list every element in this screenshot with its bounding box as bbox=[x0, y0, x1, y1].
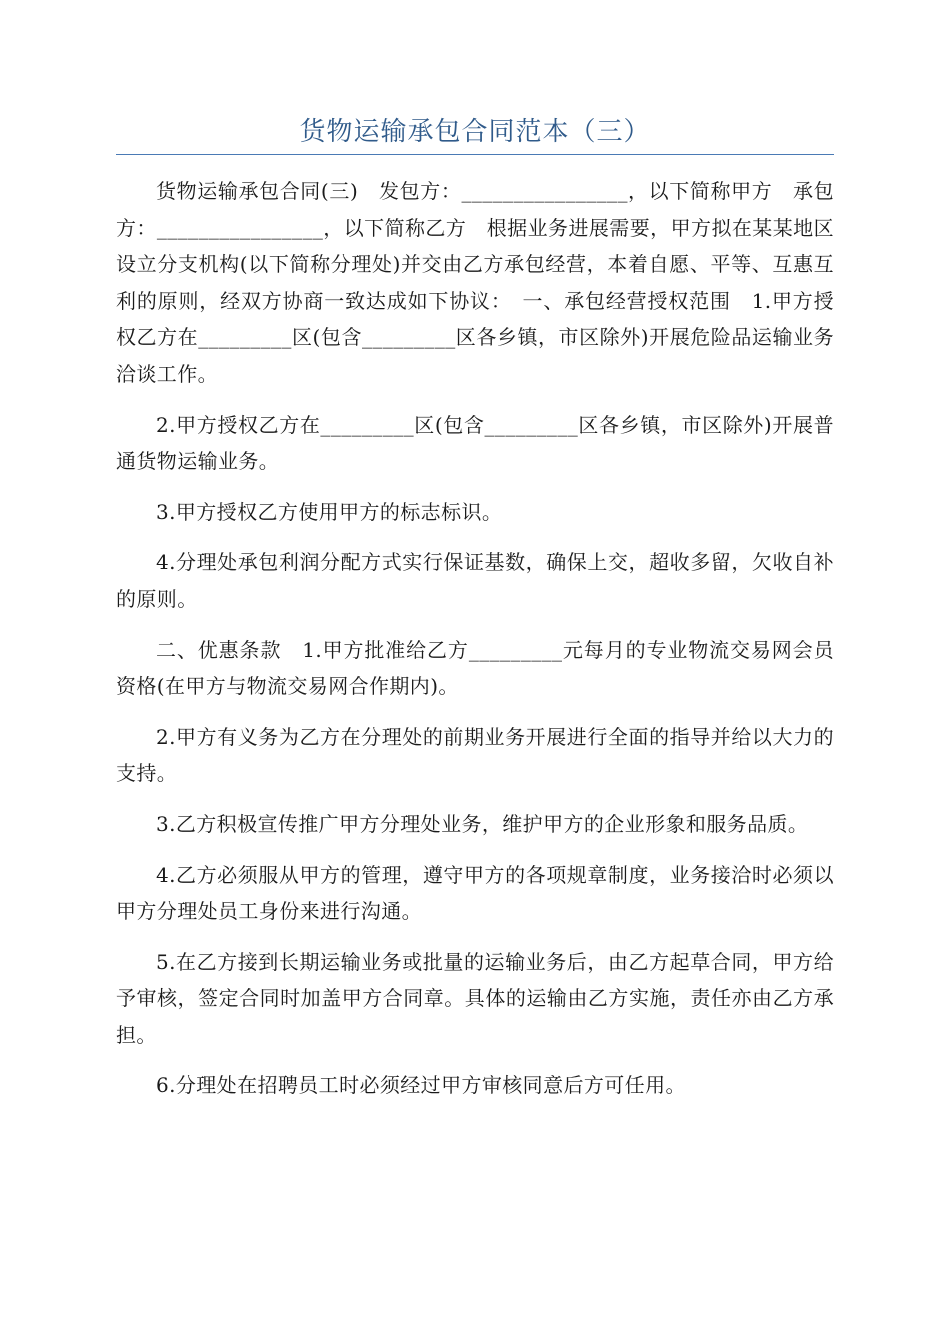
paragraph-clause-1-3: 3.甲方授权乙方使用甲方的标志标识。 bbox=[156, 499, 503, 524]
document-body bbox=[116, 155, 834, 1104]
paragraph-clause-2-6: 6.分理处在招聘员工时必须经过甲方审核同意后方可任用。 bbox=[156, 1073, 686, 1098]
paragraph-intro: 货物运输承包合同(三) 发包方：________________，以下简称甲方 承包方：________________，以下简称乙方 根据业务进展需要，甲方拟在某某地区设立分支机构(以下简称分理处)并交由乙方承包经营，本着自愿、平等、互惠互利的原则，经双方协商一致达成如下协议： 一、承包经营授权范围 1.甲方授权乙方在_________区(包含_________区各乡镇，市区除外)开展危险品运输业务洽谈工作。 bbox=[116, 179, 834, 386]
paragraph-clause-1-2: 2.甲方授权乙方在_________区(包含_________区各乡镇，市区除外)开展普通货物运输业务。 bbox=[116, 412, 834, 474]
paragraph-clause-2-2: 2.甲方有义务为乙方在分理处的前期业务开展进行全面的指导并给以大力的支持。 bbox=[116, 724, 834, 786]
paragraph-clause-1-4: 4.分理处承包利润分配方式实行保证基数，确保上交，超收多留，欠收自补的原则。 bbox=[116, 550, 834, 611]
paragraph-clause-2-3: 3.乙方积极宣传推广甲方分理处业务，维护甲方的企业形象和服务品质。 bbox=[156, 811, 809, 836]
paragraph-clause-2-4: 4.乙方必须服从甲方的管理，遵守甲方的各项规章制度，业务接洽时必须以甲方分理处员工身份来进行沟通。 bbox=[116, 862, 834, 924]
document-page bbox=[116, 0, 834, 1118]
paragraph-section-2: 二、优惠条款 1.甲方批准给乙方_________元每月的专业物流交易网会员资格(在甲方与物流交易网合作期内)。 bbox=[116, 637, 834, 699]
document-title: 货物运输承包合同范本（三） bbox=[299, 117, 651, 147]
paragraph-clause-2-5: 5.在乙方接到长期运输业务或批量的运输业务后，由乙方起草合同，甲方给予审核，签定合同时加盖甲方合同章。具体的运输由乙方实施，责任亦由乙方承担。 bbox=[116, 949, 834, 1047]
